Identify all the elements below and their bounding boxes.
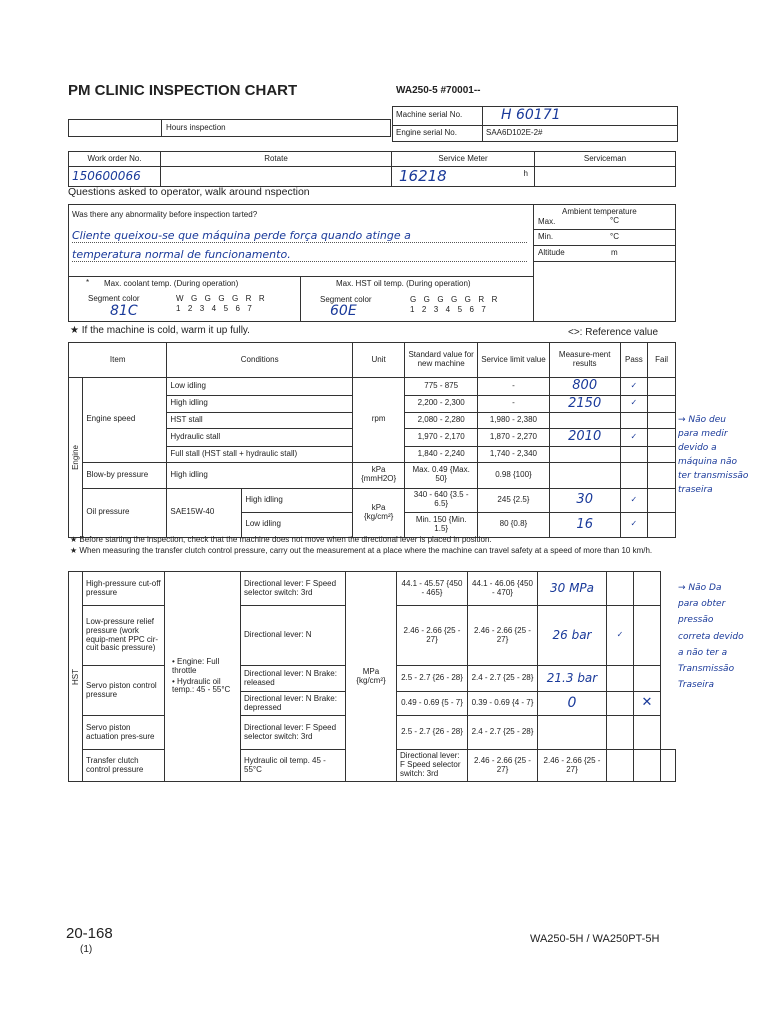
hst-pass <box>607 716 634 750</box>
engine-pass: ✓ <box>620 395 648 413</box>
hst-engine-cond-1: Engine: Full throttle <box>172 656 220 675</box>
hst-pass <box>634 750 661 782</box>
blowby-item: Blow-by pressure <box>83 462 167 488</box>
margin-note-2 <box>678 580 744 693</box>
service-meter-cell <box>392 167 535 187</box>
machine-serial-value: H 60171 <box>483 107 678 126</box>
oil-pressure-item: Oil pressure <box>83 488 167 537</box>
divider <box>533 229 676 230</box>
hst-item: Transfer clutch control pressure <box>83 750 165 782</box>
hst-transfer-cond: Hydraulic oil temp. 45 - 55°C <box>241 750 346 782</box>
blowby-pass <box>620 462 648 488</box>
hst-cond: Directional lever: F Speed selector switch: 3rd <box>241 572 346 606</box>
blowby-std: Max. 0.49 {Max. 50} <box>405 462 478 488</box>
divider <box>68 276 534 277</box>
hst-std: 44.1 - 45.57 {450 - 465} <box>397 572 468 606</box>
rotate-label: Rotate <box>161 152 392 167</box>
col-conditions: Conditions <box>167 343 353 378</box>
oil-grade: SAE15W-40 <box>170 507 215 517</box>
warm-up-note: ★ If the machine is cold, warm it up fully. <box>70 325 250 336</box>
margin-note-line: ter transmissão <box>678 470 749 481</box>
oil-cond-low: Low idling <box>245 519 281 529</box>
serial-table <box>392 106 678 142</box>
operator-answer-line1: Cliente queixou-se que máquina perde força quando atinge a <box>72 229 527 243</box>
coolant-segment-label: Segment color <box>88 294 140 303</box>
hst-cond: Directional lever: F Speed selector switch: 3rd <box>397 750 468 782</box>
oil-pass: ✓ <box>620 488 648 513</box>
service-meter-value: 16218 <box>399 167 447 185</box>
coolant-segment-colors: W G G G G R R <box>176 294 266 303</box>
oil-std: 340 - 640 {3.5 - 6.5} <box>405 488 478 513</box>
engine-group-cell <box>69 378 83 538</box>
engine-speed-item: Engine speed <box>83 378 167 463</box>
engine-group-label: Engine <box>71 444 80 470</box>
engine-limit: - <box>478 378 550 396</box>
oil-limit: 80 {0.8} <box>478 513 550 538</box>
hst-limit: 2.4 - 2.7 {25 - 28} <box>468 716 538 750</box>
hours-label: Hours inspection <box>166 123 226 132</box>
hst-temp-value: 60E <box>330 303 357 319</box>
hst-std: 2.5 - 2.7 {26 - 28} <box>397 666 468 692</box>
oil-unit: kPa {kg/cm²} <box>352 488 404 537</box>
hst-std: 0.49 - 0.69 {5 - 7} <box>397 692 468 716</box>
coolant-segment-nums: 1 2 3 4 5 6 7 <box>176 304 253 313</box>
engine-table <box>68 342 676 538</box>
oil-fail <box>648 513 676 538</box>
margin-note-line: traseira <box>678 484 713 495</box>
hst-std: 2.46 - 2.66 {25 - 27} <box>397 606 468 666</box>
engine-fail <box>648 395 676 413</box>
engine-std: 775 - 875 <box>405 378 478 396</box>
oil-pass: ✓ <box>620 513 648 538</box>
footer-model: WA250-5H / WA250PT-5H <box>530 933 660 945</box>
questions-box <box>68 204 676 322</box>
hst-item: High-pressure cut-off pressure <box>83 572 165 606</box>
engine-fail <box>648 429 676 447</box>
machine-serial-label: Machine serial No. <box>393 107 483 126</box>
work-order-label: Work order No. <box>69 152 161 167</box>
rotate-value <box>161 167 392 187</box>
engine-serial-value: SAA6D102E-2# <box>483 125 678 141</box>
hst-pass: ✓ <box>607 606 634 666</box>
margin-note-line: para obter <box>678 599 726 610</box>
transfer-note: ★ When measuring the transfer clutch control pressure, carry out the measurement at a place where the machine can travel safety at a speed of more than 10 km/h. <box>70 546 653 555</box>
divider <box>533 261 676 262</box>
hst-fail <box>634 716 661 750</box>
hst-item: Low-pressure relief pressure (work equip-ment PPC cir-cuit basic pressure) <box>83 606 165 666</box>
coolant-temp-value: 81C <box>110 303 138 319</box>
serviceman-value <box>535 167 676 187</box>
hst-std: 2.46 - 2.66 {25 - 27} <box>468 750 538 782</box>
col-unit: Unit <box>352 343 404 378</box>
altitude-unit: m <box>611 248 618 257</box>
model-code: WA250-5 #70001-- <box>396 85 481 96</box>
hst-meas <box>607 750 634 782</box>
hst-cond: Directional lever: N Brake: released <box>241 666 346 692</box>
hst-pass <box>607 572 634 606</box>
service-meter-label: Service Meter <box>392 152 535 167</box>
margin-note-line: Transmissão <box>678 663 735 674</box>
engine-fail <box>648 446 676 462</box>
blowby-meas <box>549 462 620 488</box>
engine-limit: - <box>478 395 550 413</box>
hours-box <box>68 119 162 137</box>
blowby-limit: 0.98 {100} <box>478 462 550 488</box>
engine-pass <box>620 446 648 462</box>
ambient-max-unit: °C <box>610 216 619 225</box>
engine-cond: High idling <box>167 395 353 413</box>
col-limit: Service limit value <box>478 343 550 378</box>
hst-meas: 21.3 bar <box>538 666 607 692</box>
engine-std: 2,080 - 2,280 <box>405 413 478 429</box>
ambient-min-unit: °C <box>610 232 619 241</box>
reference-note: <>: Reference value <box>568 327 659 338</box>
engine-meas: 800 <box>549 378 620 396</box>
engine-limit: 1,980 - 2,380 <box>478 413 550 429</box>
engine-std: 1,840 - 2,240 <box>405 446 478 462</box>
hst-group-label: HST <box>71 668 80 685</box>
hst-limit: 2.46 - 2.66 {25 - 27} <box>538 750 607 782</box>
engine-std: 2,200 - 2,300 <box>405 395 478 413</box>
divider <box>533 204 534 322</box>
engine-meas: 2010 <box>549 429 620 447</box>
hst-meas: 30 MPa <box>538 572 607 606</box>
hst-meas <box>538 716 607 750</box>
before-start-note: ★ Before starting the inspection, check that the machine does not move when the directional lever is placed in position. <box>70 535 492 544</box>
hst-limit: 44.1 - 46.06 {450 - 470} <box>468 572 538 606</box>
prefix-mark: * <box>86 278 90 287</box>
oil-std: Min. 150 {Min. 1.5} <box>405 513 478 538</box>
blowby-unit: kPa {mmH2O} <box>352 462 404 488</box>
ambient-temp-label: Ambient temperature <box>562 207 637 216</box>
questions-heading: Questions asked to operator, walk around nspection <box>68 186 310 198</box>
engine-std: 1,970 - 2,170 <box>405 429 478 447</box>
oil-cond-high: High idling <box>242 489 352 513</box>
hst-meas: 0 <box>538 692 607 716</box>
col-measurement: Measure-ment results <box>549 343 620 378</box>
engine-pass: ✓ <box>620 429 648 447</box>
operator-answer-line2: temperatura normal de funcionamento. <box>72 248 527 262</box>
service-meter-unit: h <box>523 169 528 178</box>
margin-note-line: → Não deu <box>678 415 726 425</box>
altitude-label: Altitude <box>538 248 565 257</box>
engine-cond: Full stall (HST stall + hydraulic stall) <box>167 446 353 462</box>
oil-cond-cell <box>167 488 353 537</box>
margin-note-line: → Não Da <box>678 583 722 593</box>
work-order-table <box>68 151 676 187</box>
hst-std: 2.5 - 2.7 {26 - 28} <box>397 716 468 750</box>
hst-fail <box>634 606 661 666</box>
hst-segment-colors: G G G G G R R <box>410 295 499 304</box>
engine-meas: 2150 <box>549 395 620 413</box>
hst-fail <box>634 572 661 606</box>
engine-meas <box>549 413 620 429</box>
hst-pass <box>607 666 634 692</box>
abnormality-question: Was there any abnormality before inspection tarted? <box>72 210 258 219</box>
serviceman-label: Serviceman <box>535 152 676 167</box>
engine-pass: ✓ <box>620 378 648 396</box>
col-fail: Fail <box>648 343 676 378</box>
hst-fail <box>661 750 676 782</box>
engine-pass <box>620 413 648 429</box>
hst-group-cell <box>69 572 83 782</box>
engine-meas <box>549 446 620 462</box>
hst-fail <box>634 666 661 692</box>
divider <box>300 276 301 322</box>
engine-cond: Low idling <box>167 378 353 396</box>
engine-fail <box>648 378 676 396</box>
margin-note-line: para medir <box>678 428 728 439</box>
hst-engine-cond: • Engine: Full throttle • Hydraulic oil temp.: 45 - 55°C <box>165 572 241 782</box>
hst-limit: 2.4 - 2.7 {25 - 28} <box>468 666 538 692</box>
oil-limit: 245 {2.5} <box>478 488 550 513</box>
hst-pass <box>607 692 634 716</box>
oil-meas: 16 <box>549 513 620 538</box>
ambient-max-label: Max. <box>538 217 556 226</box>
work-order-value: 150600066 <box>69 167 161 187</box>
hst-table <box>68 571 676 782</box>
hst-cond: Directional lever: N Brake: depressed <box>241 692 346 716</box>
margin-note-line: máquina não <box>678 456 738 467</box>
engine-cond: HST stall <box>167 413 353 429</box>
engine-limit: 1,870 - 2,270 <box>478 429 550 447</box>
hst-fail: ✕ <box>634 692 661 716</box>
engine-serial-label: Engine serial No. <box>393 125 483 141</box>
margin-note-line: devido a <box>678 442 717 453</box>
col-standard: Standard value for new machine <box>405 343 478 378</box>
coolant-temp-label: Max. coolant temp. (During operation) <box>104 279 239 288</box>
engine-limit: 1,740 - 2,340 <box>478 446 550 462</box>
margin-note-line: Traseira <box>678 680 714 691</box>
margin-note-line: a não ter a <box>678 647 728 658</box>
col-pass: Pass <box>620 343 648 378</box>
hst-cond: Directional lever: F Speed selector switch: 3rd <box>241 716 346 750</box>
margin-note-1 <box>678 414 748 498</box>
hst-item: Servo piston control pressure <box>83 666 165 716</box>
engine-speed-unit: rpm <box>352 378 404 463</box>
hst-cond: Directional lever: N <box>241 606 346 666</box>
hst-item: Servo piston actuation pres-sure <box>83 716 165 750</box>
blowby-cond: High idling <box>167 462 353 488</box>
blowby-fail <box>648 462 676 488</box>
oil-fail <box>648 488 676 513</box>
engine-fail <box>648 413 676 429</box>
hst-limit: 0.39 - 0.69 {4 - 7} <box>468 692 538 716</box>
page-revision: (1) <box>80 944 93 955</box>
ambient-min-label: Min. <box>538 232 554 241</box>
col-item: Item <box>69 343 167 378</box>
margin-note-line: correta devido <box>678 631 744 642</box>
page-number: 20-168 <box>66 925 113 942</box>
oil-meas: 30 <box>549 488 620 513</box>
margin-note-line: pressão <box>678 615 714 626</box>
hst-temp-label: Max. HST oil temp. (During operation) <box>336 279 471 288</box>
hst-segment-label: Segment color <box>320 295 372 304</box>
hst-segment-nums: 1 2 3 4 5 6 7 <box>410 305 487 314</box>
page-title: PM CLINIC INSPECTION CHART <box>68 82 298 99</box>
engine-cond: Hydraulic stall <box>167 429 353 447</box>
hst-meas: 26 bar <box>538 606 607 666</box>
hst-limit: 2.46 - 2.66 {25 - 27} <box>468 606 538 666</box>
hst-engine-cond-2: Hydraulic oil temp.: 45 - 55°C <box>172 676 231 695</box>
hst-unit: MPa {kg/cm²} <box>346 572 397 782</box>
divider <box>533 245 676 246</box>
